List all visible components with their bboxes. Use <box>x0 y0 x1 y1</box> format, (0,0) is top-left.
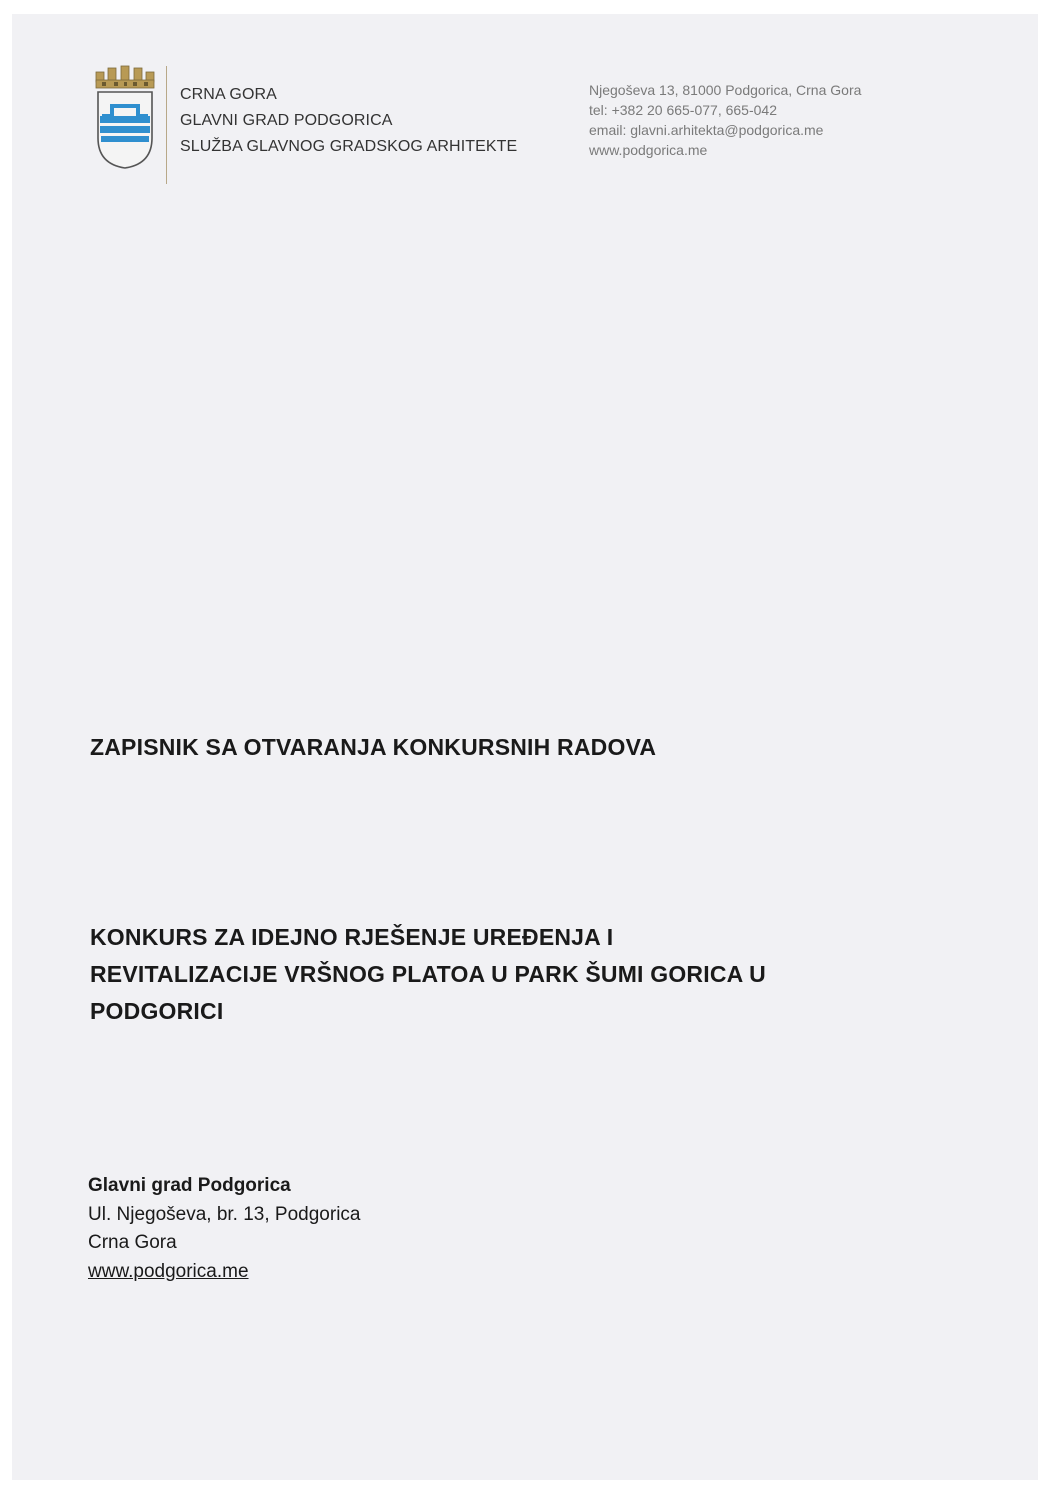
competition-title-line: PODGORICI <box>90 998 224 1024</box>
footer-address <box>88 1172 361 1286</box>
document-page <box>12 14 1038 1480</box>
podgorica-coat-of-arms-icon <box>94 64 156 170</box>
organization-block <box>180 82 517 160</box>
contact-address: Njegoševa 13, 81000 Podgorica, Crna Gora <box>589 82 862 98</box>
org-country: CRNA GORA <box>180 86 277 103</box>
address-street: Ul. Njegoševa, br. 13, Podgorica <box>88 1203 361 1225</box>
address-name: Glavni grad Podgorica <box>88 1175 291 1196</box>
contact-website: www.podgorica.me <box>589 142 708 158</box>
header-divider <box>166 66 167 184</box>
contact-block <box>589 80 861 160</box>
contact-email: email: glavni.arhitekta@podgorica.me <box>589 122 824 138</box>
competition-title <box>90 919 950 1030</box>
competition-title-line: REVITALIZACIJE VRŠNOG PLATOA U PARK ŠUMI GORICA U <box>90 961 766 987</box>
contact-phone: tel: +382 20 665-077, 665-042 <box>589 102 777 118</box>
address-country: Crna Gora <box>88 1232 177 1253</box>
address-website-link[interactable]: www.podgorica.me <box>88 1260 249 1282</box>
competition-title-line: KONKURS ZA IDEJNO RJEŠENJE UREĐENJA I <box>90 924 614 950</box>
document-title: ZAPISNIK SA OTVARANJA KONKURSNIH RADOVA <box>90 734 657 760</box>
org-city: GLAVNI GRAD PODGORICA <box>180 112 393 129</box>
org-department: SLUŽBA GLAVNOG GRADSKOG ARHITEKTE <box>180 138 518 155</box>
